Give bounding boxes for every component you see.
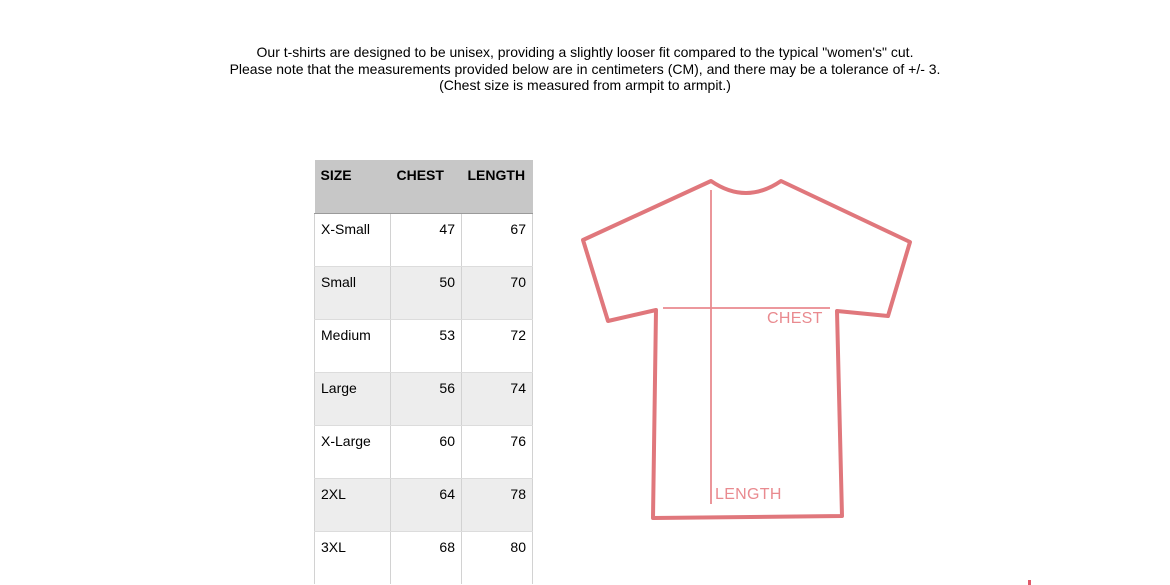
chest-cell: 50: [391, 266, 462, 319]
table-row: [315, 319, 533, 372]
chest-cell: 56: [391, 372, 462, 425]
tshirt-outline: [583, 181, 910, 518]
size-cell: Large: [315, 372, 391, 425]
length-cell: 78: [462, 478, 533, 531]
table-row: [315, 266, 533, 319]
size-chart-table: [314, 160, 533, 584]
chest-label: CHEST: [767, 310, 823, 327]
length-cell: 70: [462, 266, 533, 319]
table-header-row: [315, 160, 533, 213]
size-cell: Small: [315, 266, 391, 319]
corner-mark: [1028, 580, 1031, 585]
header-size: SIZE: [315, 160, 391, 213]
header-chest: CHEST: [391, 160, 462, 213]
tshirt-outline-icon: [570, 170, 930, 530]
chest-cell: 68: [391, 531, 462, 584]
size-cell: X-Large: [315, 425, 391, 478]
length-cell: 72: [462, 319, 533, 372]
length-label: LENGTH: [715, 486, 782, 503]
chest-cell: 53: [391, 319, 462, 372]
chest-cell: 47: [391, 213, 462, 266]
length-cell: 67: [462, 213, 533, 266]
header-length: LENGTH: [462, 160, 533, 213]
intro-line-2: Please note that the measurements provided below are in centimeters (CM), and there may be a tolerance of +/- 3.: [229, 60, 941, 77]
table-row: [315, 425, 533, 478]
length-cell: 80: [462, 531, 533, 584]
intro-text: [0, 44, 1170, 94]
table-row: [315, 372, 533, 425]
intro-line-1: Our t-shirts are designed to be unisex, providing a slightly looser fit compared to the typical "women's" cut.: [256, 44, 914, 60]
size-cell: 3XL: [315, 531, 391, 584]
size-cell: 2XL: [315, 478, 391, 531]
chest-cell: 64: [391, 478, 462, 531]
length-cell: 74: [462, 372, 533, 425]
intro-line-3: (Chest size is measured from armpit to armpit.): [439, 77, 731, 93]
size-cell: X-Small: [315, 213, 391, 266]
size-cell: Medium: [315, 319, 391, 372]
table-row: [315, 478, 533, 531]
length-cell: 76: [462, 425, 533, 478]
table-row: [315, 213, 533, 266]
table-row: [315, 531, 533, 584]
chest-cell: 60: [391, 425, 462, 478]
tshirt-measurement-diagram: [570, 170, 930, 530]
